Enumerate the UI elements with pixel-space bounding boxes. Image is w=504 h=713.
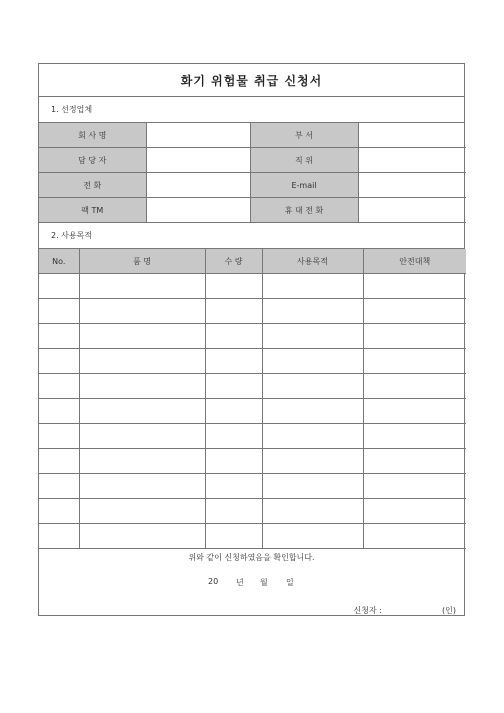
column-header-no: No. (39, 249, 79, 274)
email-field[interactable] (358, 173, 466, 198)
column-header-purpose: 사용목적 (262, 249, 363, 274)
cell-purpose[interactable] (262, 424, 363, 449)
company-name-label: 회 사 명 (39, 123, 146, 148)
cell-safety[interactable] (363, 449, 466, 474)
cell-safety[interactable] (363, 524, 466, 549)
cell-safety[interactable] (363, 474, 466, 499)
table-row (39, 324, 466, 349)
cell-purpose[interactable] (262, 474, 363, 499)
applicant-label: 신청자 : (353, 606, 382, 615)
email-label: E-mail (250, 173, 358, 198)
column-header-quantity: 수 량 (205, 249, 262, 274)
table-row (39, 474, 466, 499)
cell-no[interactable] (39, 524, 79, 549)
table-row (39, 524, 466, 549)
seal-mark: (인) (442, 606, 456, 615)
cell-quantity[interactable] (205, 524, 262, 549)
department-label: 부 서 (250, 123, 358, 148)
form-footer (39, 549, 464, 615)
cell-no[interactable] (39, 324, 79, 349)
cell-purpose[interactable] (262, 324, 363, 349)
cell-no[interactable] (39, 424, 79, 449)
cell-no[interactable] (39, 399, 79, 424)
cell-purpose[interactable] (262, 374, 363, 399)
cell-no[interactable] (39, 349, 79, 374)
cell-safety[interactable] (363, 274, 466, 299)
table-row (39, 449, 466, 474)
cell-safety[interactable] (363, 399, 466, 424)
cell-no[interactable] (39, 474, 79, 499)
cell-quantity[interactable] (205, 474, 262, 499)
date-year-unit: 년 (236, 578, 244, 587)
cell-quantity[interactable] (205, 374, 262, 399)
cell-item[interactable] (79, 349, 205, 374)
cell-quantity[interactable] (205, 424, 262, 449)
phone-field[interactable] (146, 173, 250, 198)
confirmation-text: 위와 같이 신청하였음을 확인합니다. (188, 553, 315, 562)
column-header-item: 품 명 (79, 249, 205, 274)
cell-item[interactable] (79, 524, 205, 549)
table-row (39, 274, 466, 299)
column-header-safety: 안전대책 (363, 249, 466, 274)
phone-label: 전 화 (39, 173, 146, 198)
table-row (39, 374, 466, 399)
application-form (38, 63, 465, 616)
table-row (39, 499, 466, 524)
cell-purpose[interactable] (262, 299, 363, 324)
company-info-table (39, 123, 466, 223)
table-row (39, 299, 466, 324)
table-row (39, 424, 466, 449)
cell-item[interactable] (79, 499, 205, 524)
cell-safety[interactable] (363, 299, 466, 324)
usage-items-table (39, 249, 466, 549)
manager-label: 담 당 자 (39, 148, 146, 173)
company-name-field[interactable] (146, 123, 250, 148)
cell-quantity[interactable] (205, 449, 262, 474)
position-field[interactable] (358, 148, 466, 173)
mobile-label: 휴 대 전 화 (250, 198, 358, 223)
cell-item[interactable] (79, 399, 205, 424)
table-row (39, 399, 466, 424)
table-header-row (39, 249, 466, 274)
cell-item[interactable] (79, 274, 205, 299)
cell-purpose[interactable] (262, 349, 363, 374)
cell-purpose[interactable] (262, 524, 363, 549)
section-2-heading: 2. 사용목적 (39, 223, 464, 249)
cell-quantity[interactable] (205, 324, 262, 349)
cell-no[interactable] (39, 299, 79, 324)
cell-quantity[interactable] (205, 274, 262, 299)
position-label: 직 위 (250, 148, 358, 173)
cell-quantity[interactable] (205, 499, 262, 524)
applicant-line (353, 605, 456, 616)
form-title: 화기 위험물 취급 신청서 (39, 64, 464, 97)
mobile-field[interactable] (358, 198, 466, 223)
cell-quantity[interactable] (205, 349, 262, 374)
cell-item[interactable] (79, 474, 205, 499)
cell-item[interactable] (79, 424, 205, 449)
cell-no[interactable] (39, 274, 79, 299)
cell-safety[interactable] (363, 424, 466, 449)
cell-purpose[interactable] (262, 274, 363, 299)
cell-purpose[interactable] (262, 499, 363, 524)
cell-purpose[interactable] (262, 399, 363, 424)
cell-item[interactable] (79, 374, 205, 399)
cell-no[interactable] (39, 374, 79, 399)
cell-item[interactable] (79, 449, 205, 474)
department-field[interactable] (358, 123, 466, 148)
date-month-unit: 월 (260, 578, 268, 587)
cell-item[interactable] (79, 299, 205, 324)
table-row (39, 349, 466, 374)
fax-label: 팩 TM (39, 198, 146, 223)
date-year: 20 (208, 577, 219, 586)
cell-quantity[interactable] (205, 299, 262, 324)
fax-field[interactable] (146, 198, 250, 223)
cell-item[interactable] (79, 324, 205, 349)
cell-safety[interactable] (363, 374, 466, 399)
cell-purpose[interactable] (262, 449, 363, 474)
cell-safety[interactable] (363, 349, 466, 374)
cell-no[interactable] (39, 449, 79, 474)
manager-field[interactable] (146, 148, 250, 173)
date-day-unit: 일 (286, 578, 294, 587)
cell-no[interactable] (39, 499, 79, 524)
cell-quantity[interactable] (205, 399, 262, 424)
cell-safety[interactable] (363, 324, 466, 349)
cell-safety[interactable] (363, 499, 466, 524)
section-1-heading: 1. 선정업체 (39, 97, 464, 123)
